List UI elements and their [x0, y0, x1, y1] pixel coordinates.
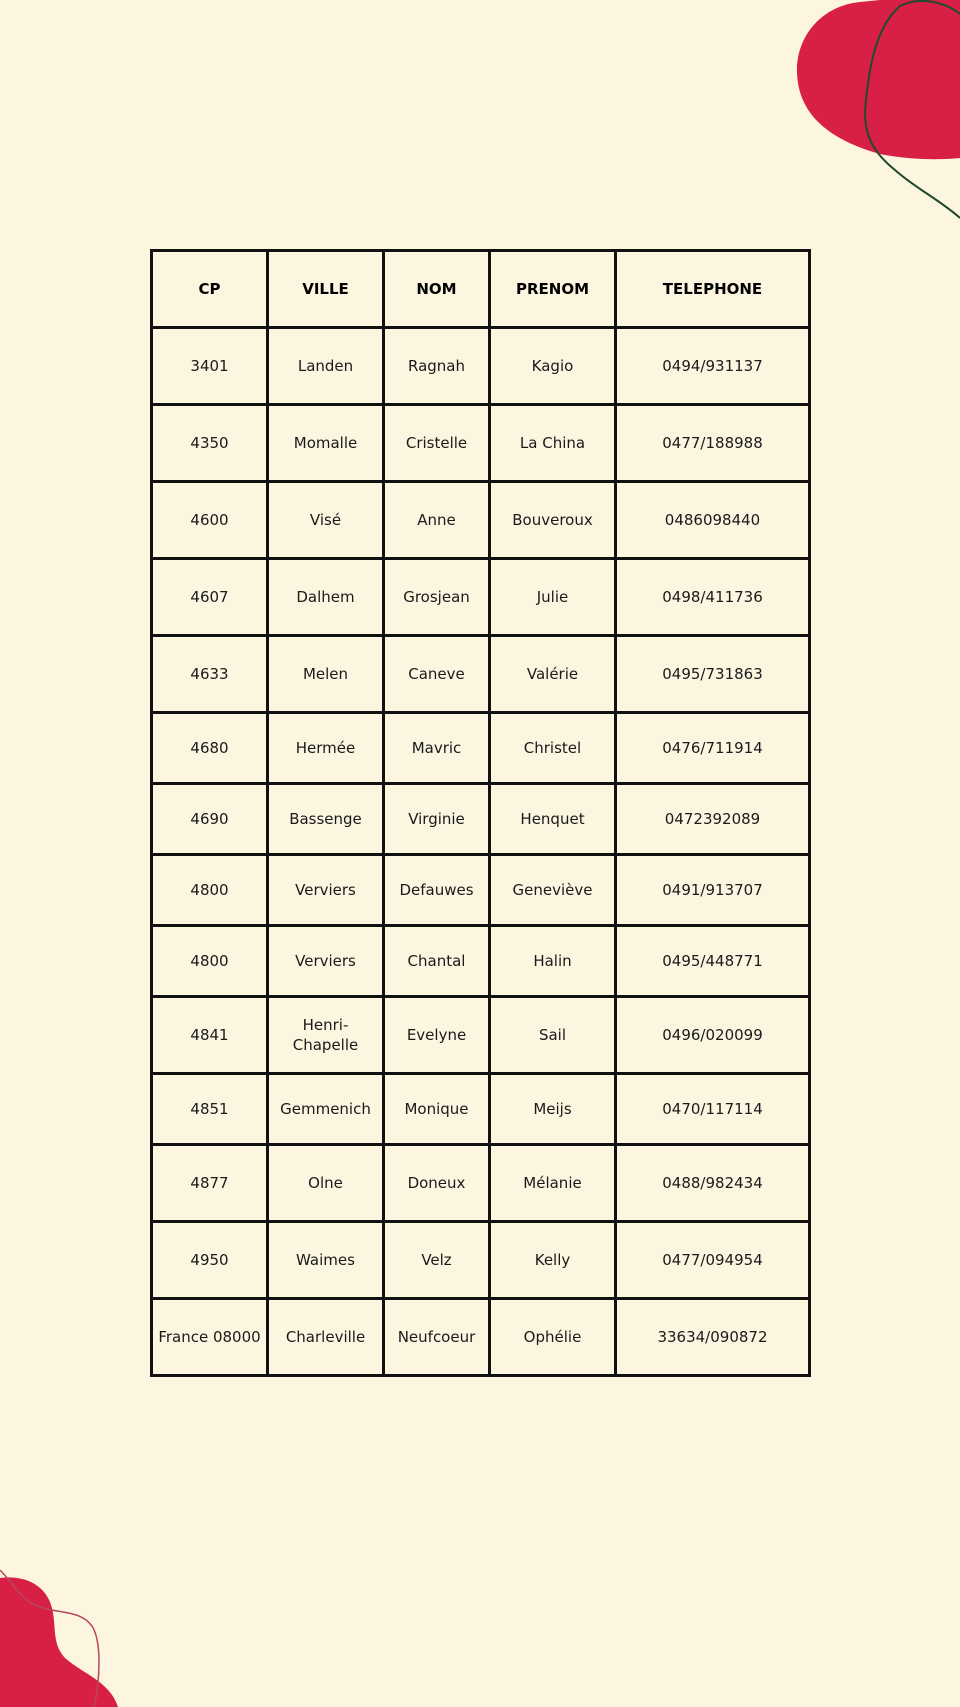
cell-prenom: Bouveroux — [490, 482, 616, 559]
cell-telephone: 0472392089 — [616, 784, 810, 855]
table-row — [152, 482, 810, 559]
cell-cp: France 08000 — [152, 1299, 268, 1376]
header-ville: VILLE — [268, 251, 384, 328]
table-row — [152, 713, 810, 784]
cell-ville: Waimes — [268, 1222, 384, 1299]
header-nom: NOM — [384, 251, 490, 328]
cell-nom: Velz — [384, 1222, 490, 1299]
cell-ville: Gemmenich — [268, 1074, 384, 1145]
table-row — [152, 1074, 810, 1145]
cell-cp: 4350 — [152, 405, 268, 482]
cell-prenom: Mélanie — [490, 1145, 616, 1222]
cell-telephone: 0498/411736 — [616, 559, 810, 636]
cell-nom: Virginie — [384, 784, 490, 855]
header-prenom: PRENOM — [490, 251, 616, 328]
table-row — [152, 926, 810, 997]
cell-cp: 4680 — [152, 713, 268, 784]
cell-prenom: Henquet — [490, 784, 616, 855]
table-header-row — [152, 251, 810, 328]
cell-prenom: Sail — [490, 997, 616, 1074]
cell-nom: Caneve — [384, 636, 490, 713]
cell-telephone: 0477/188988 — [616, 405, 810, 482]
cell-telephone: 0470/117114 — [616, 1074, 810, 1145]
red-blob-shape — [0, 1577, 118, 1707]
table-row — [152, 1222, 810, 1299]
cell-prenom: Meijs — [490, 1074, 616, 1145]
header-telephone: TELEPHONE — [616, 251, 810, 328]
cell-cp: 4600 — [152, 482, 268, 559]
table-row — [152, 636, 810, 713]
cell-prenom: Halin — [490, 926, 616, 997]
cell-telephone: 0476/711914 — [616, 713, 810, 784]
table-row — [152, 997, 810, 1074]
table-row — [152, 405, 810, 482]
cell-cp: 3401 — [152, 328, 268, 405]
cell-telephone: 0494/931137 — [616, 328, 810, 405]
cell-ville: Bassenge — [268, 784, 384, 855]
cell-telephone: 0495/448771 — [616, 926, 810, 997]
cell-ville: Hermée — [268, 713, 384, 784]
cell-ville: Verviers — [268, 926, 384, 997]
table-row — [152, 855, 810, 926]
table-row — [152, 1299, 810, 1376]
cell-prenom: Geneviève — [490, 855, 616, 926]
cell-telephone: 0495/731863 — [616, 636, 810, 713]
cell-cp: 4877 — [152, 1145, 268, 1222]
table-body — [152, 328, 810, 1376]
cell-nom: Neufcoeur — [384, 1299, 490, 1376]
cell-ville: Charleville — [268, 1299, 384, 1376]
cell-nom: Doneux — [384, 1145, 490, 1222]
cell-nom: Defauwes — [384, 855, 490, 926]
table-row — [152, 328, 810, 405]
cell-cp: 4800 — [152, 855, 268, 926]
cell-telephone: 0496/020099 — [616, 997, 810, 1074]
cell-prenom: Christel — [490, 713, 616, 784]
cell-ville: Dalhem — [268, 559, 384, 636]
contacts-table — [150, 249, 811, 1377]
cell-ville: Landen — [268, 328, 384, 405]
cell-cp: 4841 — [152, 997, 268, 1074]
decorative-blob-top-right — [0, 0, 960, 240]
cell-telephone: 0477/094954 — [616, 1222, 810, 1299]
cell-cp: 4851 — [152, 1074, 268, 1145]
cell-nom: Cristelle — [384, 405, 490, 482]
cell-telephone: 0488/982434 — [616, 1145, 810, 1222]
cell-nom: Chantal — [384, 926, 490, 997]
cell-nom: Evelyne — [384, 997, 490, 1074]
cell-cp: 4800 — [152, 926, 268, 997]
cell-ville: Verviers — [268, 855, 384, 926]
cell-prenom: La China — [490, 405, 616, 482]
cell-prenom: Ophélie — [490, 1299, 616, 1376]
cell-nom: Anne — [384, 482, 490, 559]
cell-cp: 4633 — [152, 636, 268, 713]
cell-nom: Grosjean — [384, 559, 490, 636]
cell-ville: Momalle — [268, 405, 384, 482]
decorative-blob-bottom-left — [0, 1560, 140, 1707]
cell-ville: Olne — [268, 1145, 384, 1222]
cell-cp: 4607 — [152, 559, 268, 636]
cell-ville: Henri-Chapelle — [268, 997, 384, 1074]
cell-nom: Ragnah — [384, 328, 490, 405]
cell-prenom: Kelly — [490, 1222, 616, 1299]
cell-telephone: 0491/913707 — [616, 855, 810, 926]
red-blob-shape — [797, 0, 960, 159]
cell-telephone: 33634/090872 — [616, 1299, 810, 1376]
cell-telephone: 0486098440 — [616, 482, 810, 559]
table-row — [152, 1145, 810, 1222]
header-cp: CP — [152, 251, 268, 328]
cell-prenom: Valérie — [490, 636, 616, 713]
cell-nom: Monique — [384, 1074, 490, 1145]
cell-prenom: Kagio — [490, 328, 616, 405]
table-row — [152, 784, 810, 855]
cell-ville: Melen — [268, 636, 384, 713]
cell-cp: 4690 — [152, 784, 268, 855]
cell-nom: Mavric — [384, 713, 490, 784]
table-row — [152, 559, 810, 636]
cell-cp: 4950 — [152, 1222, 268, 1299]
cell-ville: Visé — [268, 482, 384, 559]
cell-prenom: Julie — [490, 559, 616, 636]
